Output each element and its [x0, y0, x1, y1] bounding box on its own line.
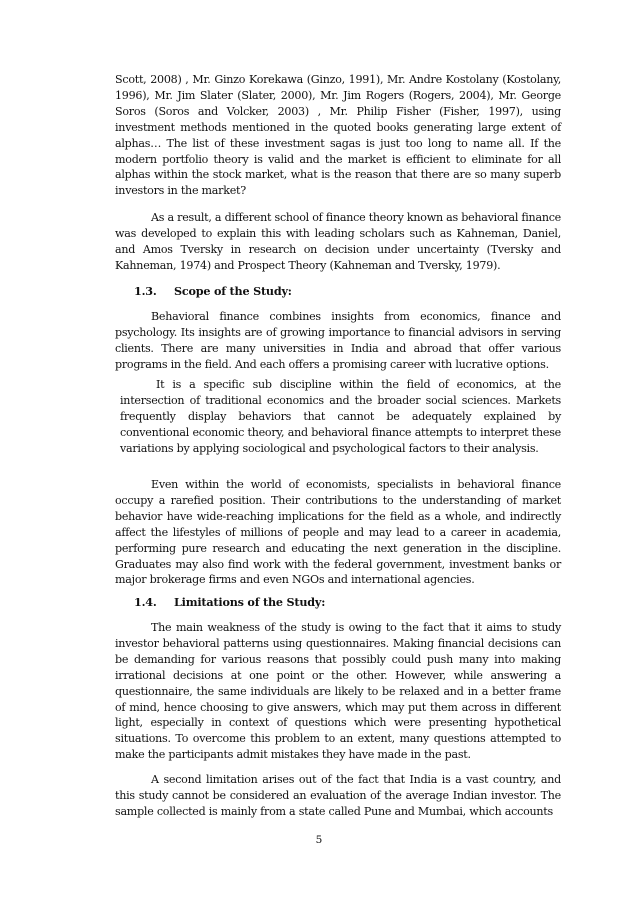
section-title: Limitations of the Study:: [174, 595, 326, 609]
paragraph-main-weakness: The main weakness of the study is owing to the fact that it aims to study investor behavioral patterns using questionnaires. Making financial decisions can be demanding for various reasons that possibly could push many into making irrational decisions at one point or the other. However, while answering a questionnaire, the same individuals are likely to be relaxed and in a better frame of mind, hence choosing to give answers, which may put them across in different light, especially in context of questions which were presenting hypothetical situations. To overcome this problem to an extent, many questions attempted to make the participants admit mistakes they have made in the past.: [115, 621, 561, 762]
paragraph-scope-insights: Behavioral finance combines insights from economics, finance and psychology. Its insights are of growing importance to financial advisors in serving clients. There are many universities in India and abroad that offer various programs in the field. And each offers a promising career with lucrative options.: [115, 310, 561, 371]
paragraph-investors: Scott, 2008) , Mr. Ginzo Korekawa (Ginzo, 1991), Mr. Andre Kostolany (Kostolany, 1996), Mr. Jim Slater (Slater, 2000), Mr. Jim Rogers (Rogers, 2004), Mr. George Soros (Soros and Volcker, 2003) , Mr. Philip Fisher (Fisher, 1997), using investment methods mentioned in the quoted books generating large extent of alphas… The list of these investment sagas is just too long to name all. If the modern portfolio theory is valid and the market is efficient to eliminate for all alphas within the stock market, what is the reason that there are so many superb investors in the market?: [115, 73, 561, 198]
paragraph-specialists: Even within the world of economists, specialists in behavioral finance occupy a rarefied position. Their contributions to the understanding of market behavior have wide-reaching implications for the field as a whole, and indirectly affect the lifestyles of millions of people and may lead to a career in academia, performing pure research and educating the next generation in the discipline. Graduates may also find work with the federal government, investment banks or major brokerage firms and even NGOs and international agencies.: [115, 478, 561, 587]
page-number: 5: [315, 834, 323, 846]
section-number: 1.3.: [134, 284, 157, 298]
paragraph-second-limitation: A second limitation arises out of the fact that India is a vast country, and this study cannot be considered an evaluation of the average Indian investor. The sample collected is mainly from a state called Pune and Mumbai, which accounts: [115, 773, 561, 818]
section-number: 1.4.: [134, 595, 157, 609]
section-heading-limitations: [134, 595, 325, 609]
section-title: Scope of the Study:: [174, 284, 292, 298]
paragraph-behavioral-school: As a result, a different school of finance theory known as behavioral finance was developed to explain this with leading scholars such as Kahneman, Daniel, and Amos Tversky in research on decision under uncertainty (Tversky and Kahneman, 1974) and Prospect Theory (Kahneman and Tversky, 1979).: [115, 211, 561, 272]
paragraph-sub-discipline: It is a specific sub discipline within the field of economics, at the intersection of traditional economics and the broader social sciences. Markets frequently display behaviors that cannot be adequately explained by conventional economic theory, and behavioral finance attempts to interpret these variations by applying sociological and psychological factors to their analysis.: [120, 378, 561, 455]
section-heading-scope: [134, 284, 292, 298]
